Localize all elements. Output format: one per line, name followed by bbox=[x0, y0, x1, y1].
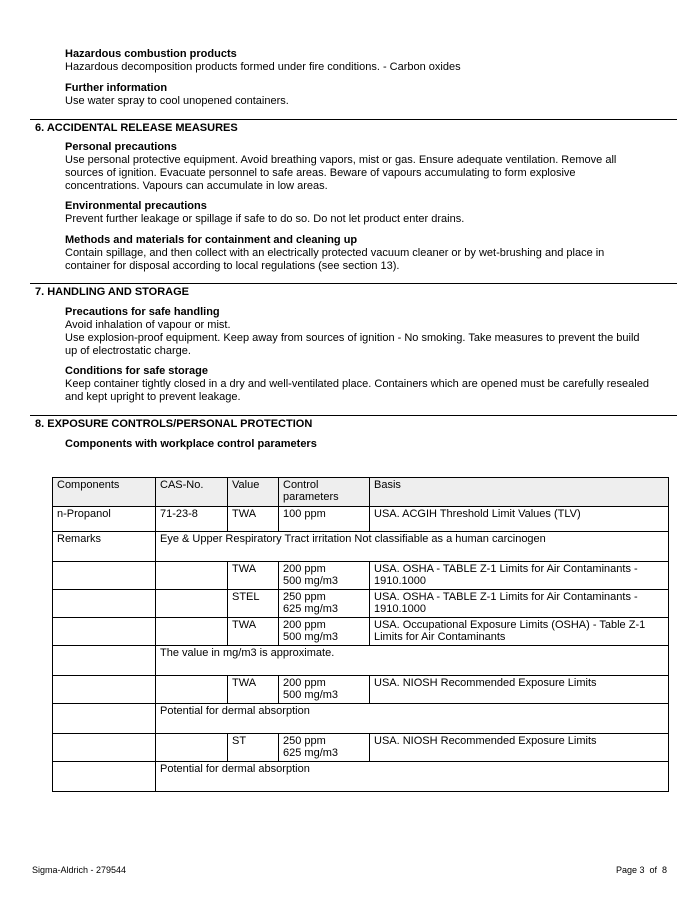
table-cell bbox=[53, 646, 156, 676]
footer-page-number: Page 3 of 8 bbox=[615, 865, 667, 875]
safe-handling-text bbox=[65, 319, 665, 358]
table-cell: 71-23-8 bbox=[156, 507, 228, 532]
further-information-title: Further information bbox=[65, 82, 168, 94]
table-cell: USA. OSHA - TABLE Z-1 Limits for Air Contaminants - 1910.1000 bbox=[370, 562, 669, 590]
exposure-limits-table bbox=[52, 477, 669, 792]
environmental-precautions-title: Environmental precautions bbox=[65, 200, 207, 212]
safe-storage-text bbox=[65, 378, 665, 404]
table-row bbox=[53, 734, 669, 762]
section-7-heading: 7. HANDLING AND STORAGE bbox=[35, 286, 190, 298]
table-cell: 200 ppm 500 mg/m3 bbox=[279, 562, 370, 590]
table-cell bbox=[156, 734, 228, 762]
table-cell: USA. NIOSH Recommended Exposure Limits bbox=[370, 734, 669, 762]
section-6-rule bbox=[30, 119, 677, 120]
table-cell: TWA bbox=[228, 618, 279, 646]
section-7-rule bbox=[30, 283, 677, 284]
column-header: Value bbox=[228, 478, 279, 507]
table-row bbox=[53, 676, 669, 704]
text-line: concentrations. Vapours can accumulate in low areas. bbox=[65, 180, 328, 192]
combustion-products-text: Hazardous decomposition products formed under fire conditions. - Carbon oxides bbox=[65, 61, 461, 73]
text-line: up of electrostatic charge. bbox=[65, 345, 191, 357]
further-information-text: Use water spray to cool unopened containers. bbox=[65, 95, 289, 107]
section-8-heading: 8. EXPOSURE CONTROLS/PERSONAL PROTECTION bbox=[35, 418, 313, 430]
note-row bbox=[53, 762, 669, 792]
text-line: sources of ignition. Evacuate personnel to safe areas. Beware of vapours accumulating to form explosive bbox=[65, 167, 576, 179]
table-cell: 100 ppm bbox=[279, 507, 370, 532]
column-header: CAS-No. bbox=[156, 478, 228, 507]
table-cell: USA. ACGIH Threshold Limit Values (TLV) bbox=[370, 507, 669, 532]
combustion-products-title: Hazardous combustion products bbox=[65, 48, 237, 60]
note-row bbox=[53, 646, 669, 676]
table-row bbox=[53, 507, 669, 532]
safe-storage-title: Conditions for safe storage bbox=[65, 365, 209, 377]
text-line: Keep container tightly closed in a dry and well-ventilated place. Containers which are opened must be carefully resealed bbox=[65, 378, 649, 390]
table-header-row bbox=[53, 478, 669, 507]
table-cell bbox=[53, 618, 156, 646]
note-text: Potential for dermal absorption bbox=[156, 762, 669, 792]
note-row bbox=[53, 704, 669, 734]
text-line: Avoid inhalation of vapour or mist. bbox=[65, 319, 231, 331]
personal-precautions-title: Personal precautions bbox=[65, 141, 177, 153]
table-cell bbox=[156, 590, 228, 618]
text-line: Use explosion-proof equipment. Keep away from sources of ignition - No smoking. Take measures to prevent the build bbox=[65, 332, 640, 344]
text-line: and kept upright to prevent leakage. bbox=[65, 391, 241, 403]
table-cell: USA. Occupational Exposure Limits (OSHA) - Table Z-1 Limits for Air Contaminants bbox=[370, 618, 669, 646]
table-cell bbox=[53, 734, 156, 762]
table-cell bbox=[156, 676, 228, 704]
text-line: container for disposal according to local regulations (see section 13). bbox=[65, 260, 400, 272]
table-cell: 200 ppm 500 mg/m3 bbox=[279, 618, 370, 646]
text-line: Contain spillage, and then collect with an electrically protected vacuum cleaner or by wet-brushing and place in bbox=[65, 247, 605, 259]
table-cell bbox=[53, 676, 156, 704]
remarks-row bbox=[53, 532, 669, 562]
containment-methods-text bbox=[65, 247, 665, 273]
table-cell: 200 ppm 500 mg/m3 bbox=[279, 676, 370, 704]
components-title: Components with workplace control parameters bbox=[65, 438, 317, 450]
column-header: Basis bbox=[370, 478, 669, 507]
column-header: Control parameters bbox=[279, 478, 370, 507]
table-cell bbox=[53, 704, 156, 734]
note-text: Potential for dermal absorption bbox=[156, 704, 669, 734]
column-header: Components bbox=[53, 478, 156, 507]
table-cell bbox=[53, 590, 156, 618]
section-8-rule bbox=[30, 415, 677, 416]
containment-methods-title: Methods and materials for containment and cleaning up bbox=[65, 234, 358, 246]
table-cell bbox=[156, 562, 228, 590]
table-cell: USA. NIOSH Recommended Exposure Limits bbox=[370, 676, 669, 704]
table-cell: n-Propanol bbox=[53, 507, 156, 532]
safe-handling-title: Precautions for safe handling bbox=[65, 306, 220, 318]
table-cell: TWA bbox=[228, 562, 279, 590]
section-6-heading: 6. ACCIDENTAL RELEASE MEASURES bbox=[35, 122, 238, 134]
footer-product-id: Sigma-Aldrich - 279544 bbox=[32, 865, 127, 875]
table-cell: STEL bbox=[228, 590, 279, 618]
table-cell: 250 ppm 625 mg/m3 bbox=[279, 590, 370, 618]
table-row bbox=[53, 618, 669, 646]
table-cell bbox=[156, 618, 228, 646]
environmental-precautions-text: Prevent further leakage or spillage if safe to do so. Do not let product enter drains. bbox=[65, 213, 465, 225]
note-text: The value in mg/m3 is approximate. bbox=[156, 646, 669, 676]
table-cell: ST bbox=[228, 734, 279, 762]
table-cell: USA. OSHA - TABLE Z-1 Limits for Air Contaminants - 1910.1000 bbox=[370, 590, 669, 618]
table-cell bbox=[53, 762, 156, 792]
remarks-text: Eye & Upper Respiratory Tract irritation Not classifiable as a human carcinogen bbox=[156, 532, 669, 562]
personal-precautions-text bbox=[65, 154, 665, 193]
table-cell: TWA bbox=[228, 676, 279, 704]
table-cell: 250 ppm 625 mg/m3 bbox=[279, 734, 370, 762]
table-row bbox=[53, 590, 669, 618]
table-row bbox=[53, 562, 669, 590]
table-cell bbox=[53, 562, 156, 590]
table-cell: TWA bbox=[228, 507, 279, 532]
text-line: Use personal protective equipment. Avoid breathing vapors, mist or gas. Ensure adequate ventilation. Remove all bbox=[65, 154, 617, 166]
remarks-label: Remarks bbox=[53, 532, 156, 562]
